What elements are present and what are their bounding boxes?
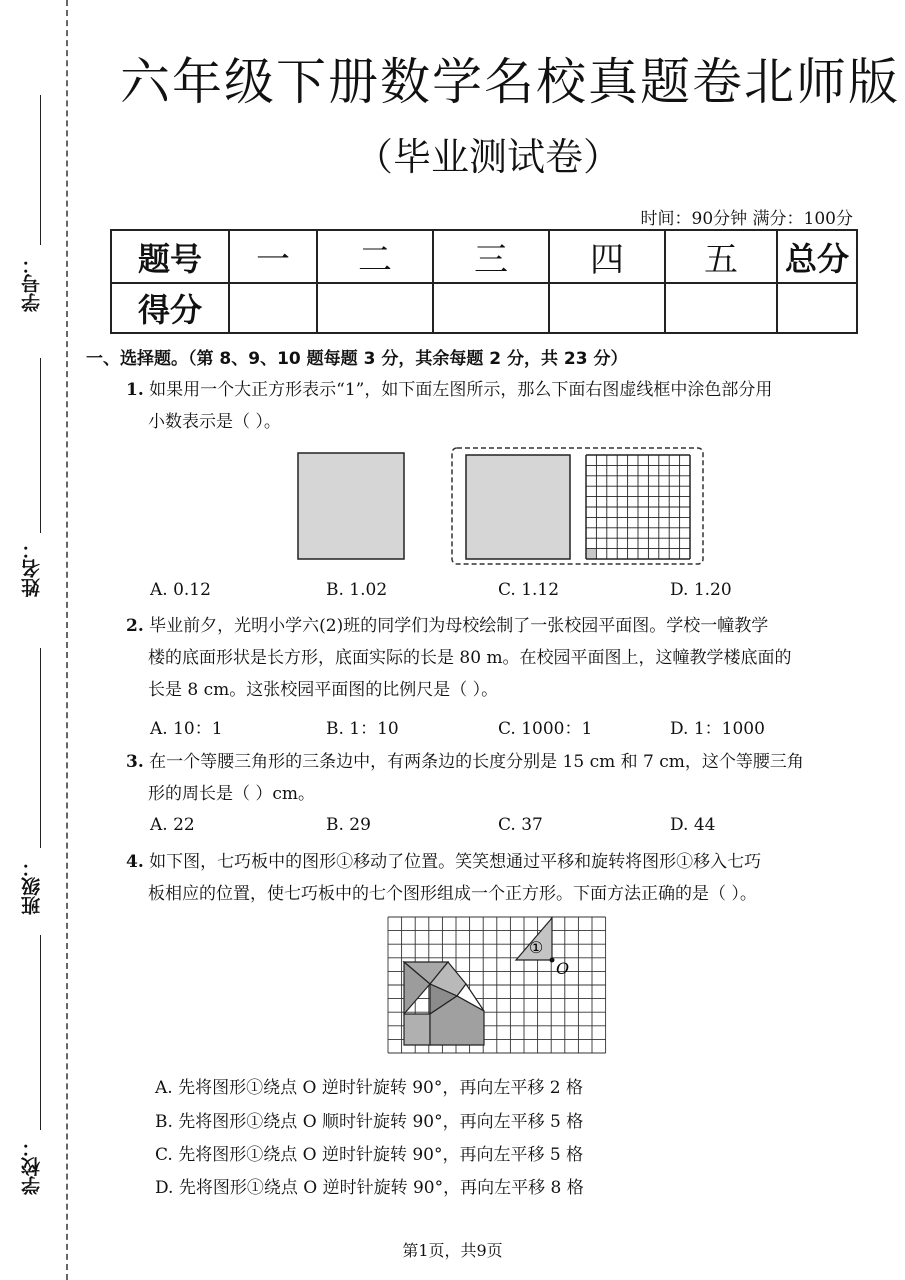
score-header-cell: 五 <box>665 230 777 283</box>
q1-option-b[interactable]: B. 1.02 <box>326 580 388 600</box>
question-text: 楼的底面形状是长方形，底面实际的长是 80 m。在校园平面图上，这幢教学楼底面的 <box>148 648 792 668</box>
q1-figure <box>290 445 715 570</box>
question-text: 形的周长是（ ）cm。 <box>148 784 316 804</box>
q1-option-a[interactable]: A. 0.12 <box>150 580 211 600</box>
name-line <box>40 358 41 533</box>
tangram-piece <box>404 1014 430 1045</box>
score-header-cell: 题号 <box>111 230 229 283</box>
score-empty-cell[interactable] <box>229 283 317 333</box>
binding-dashed-line <box>66 0 68 1280</box>
question-number: 4. <box>126 852 144 872</box>
rotation-point-o <box>550 958 555 963</box>
question-2 <box>126 610 792 706</box>
q4-option-a[interactable]: A. 先将图形①绕点 O 逆时针旋转 90°，再向左平移 2 格 <box>155 1078 583 1098</box>
q1-option-d[interactable]: D. 1.20 <box>670 580 732 600</box>
q3-option-d[interactable]: D. 44 <box>670 815 716 835</box>
question-text: 长是 8 cm。这张校园平面图的比例尺是（ ）。 <box>148 680 499 700</box>
time-info: 时间：90分钟 满分：100分 <box>640 209 853 229</box>
score-empty-cell[interactable] <box>549 283 665 333</box>
q3-option-b[interactable]: B. 29 <box>326 815 371 835</box>
q4-option-b[interactable]: B. 先将图形①绕点 O 顺时针旋转 90°，再向左平移 5 格 <box>155 1112 584 1132</box>
q4-option-d[interactable]: D. 先将图形①绕点 O 逆时针旋转 90°，再向左平移 8 格 <box>155 1178 584 1198</box>
score-header-cell: 四 <box>549 230 665 283</box>
score-header-cell: 三 <box>433 230 549 283</box>
unit-square <box>298 453 404 559</box>
name-label: 姓名： <box>21 540 43 597</box>
question-number: 2. <box>126 616 144 636</box>
q4-option-c[interactable]: C. 先将图形①绕点 O 逆时针旋转 90°，再向左平移 5 格 <box>155 1145 584 1165</box>
q1-option-c[interactable]: C. 1.12 <box>498 580 560 600</box>
question-number: 3. <box>126 752 144 772</box>
shape-1-label: ① <box>528 938 544 957</box>
student-number-label: 学号： <box>21 255 43 312</box>
q3-option-a[interactable]: A. 22 <box>150 815 195 835</box>
page-footer: 第1页，共9页 <box>402 1241 503 1260</box>
score-header-cell: 总分 <box>777 230 857 283</box>
question-4 <box>126 846 761 910</box>
score-table <box>110 229 858 334</box>
score-empty-cell[interactable] <box>433 283 549 333</box>
page-title: 六年级下册数学名校真题卷北师版 <box>120 53 900 111</box>
q2-option-d[interactable]: D. 1：1000 <box>670 719 765 739</box>
tangram-figure <box>386 915 618 1063</box>
question-3 <box>126 746 804 810</box>
school-label: 学校： <box>21 1138 43 1195</box>
point-o-label: O <box>556 959 570 978</box>
school-line <box>40 935 41 1130</box>
class-line <box>40 648 41 848</box>
class-label: 班级： <box>21 858 43 915</box>
page-subtitle: （毕业测试卷） <box>355 135 622 179</box>
score-header-cell: 一 <box>229 230 317 283</box>
question-text: 板相应的位置，使七巧板中的七个图形组成一个正方形。下面方法正确的是（ ）。 <box>148 884 757 904</box>
hundred-grid <box>586 455 690 559</box>
question-1 <box>126 374 772 438</box>
score-header-cell: 二 <box>317 230 433 283</box>
question-text: 小数表示是（ ）。 <box>148 412 281 432</box>
score-empty-cell[interactable] <box>777 283 857 333</box>
q3-option-c[interactable]: C. 37 <box>498 815 543 835</box>
score-empty-cell[interactable] <box>665 283 777 333</box>
shaded-grid-cell <box>586 549 596 559</box>
student-number-line <box>40 95 41 245</box>
q2-option-c[interactable]: C. 1000：1 <box>498 719 593 739</box>
shaded-square <box>466 455 570 559</box>
question-number: 1. <box>126 380 144 400</box>
question-text: 在一个等腰三角形的三条边中，有两条边的长度分别是 15 cm 和 7 cm，这个等腰三角 <box>149 752 804 772</box>
q2-option-a[interactable]: A. 10：1 <box>150 719 223 739</box>
q2-option-b[interactable]: B. 1：10 <box>326 719 399 739</box>
score-empty-cell[interactable] <box>317 283 433 333</box>
question-text: 毕业前夕，光明小学六(2)班的同学们为母校绘制了一张校园平面图。学校一幢教学 <box>149 616 769 636</box>
question-text: 如下图，七巧板中的图形①移动了位置。笑笑想通过平移和旋转将图形①移入七巧 <box>149 852 762 872</box>
question-text: 如果用一个大正方形表示“1”，如下面左图所示，那么下面右图虚线框中涂色部分用 <box>149 380 773 400</box>
section-heading: 一、选择题。（第 8、9、10 题每题 3 分，其余每题 2 分，共 23 分） <box>86 349 628 369</box>
score-row-label: 得分 <box>111 283 229 333</box>
